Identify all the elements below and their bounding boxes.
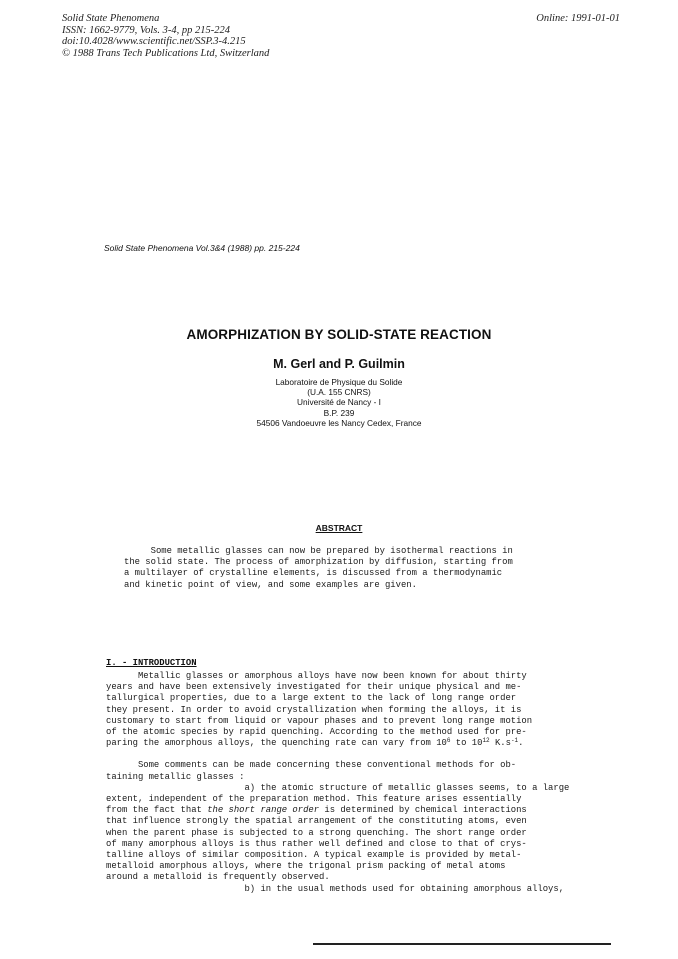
citation-header: [62, 13, 269, 59]
section-heading: I. - INTRODUCTION: [106, 658, 197, 668]
text-line: taining metallic glasses :: [106, 771, 245, 782]
text-line: talline alloys of similar composition. A typical example is provided by metal-: [106, 850, 522, 861]
journal-reference: Solid State Phenomena Vol.3&4 (1988) pp. 215-224: [104, 243, 300, 253]
abstract-line: and kinetic point of view, and some examples are given.: [124, 579, 417, 590]
text-line: a) the atomic structure of metallic glasses seems, to a large: [106, 782, 570, 793]
text-line: customary to start from liquid or vapour phases and to prevent long range motion: [106, 715, 533, 726]
text-line: years and have been extensively investigated for their unique physical and me-: [106, 682, 522, 693]
issn-line: ISSN: 1662-9779, Vols. 3-4, pp 215-224: [62, 24, 230, 36]
affiliation-line: (U.A. 155 CNRS): [307, 387, 371, 398]
text-line: Metallic glasses or amorphous alloys have now been known for about thirty: [106, 671, 527, 681]
text-line: b) in the usual methods used for obtaining amorphous alloys,: [106, 883, 565, 894]
affiliation: [0, 377, 678, 428]
online-date: Online: 1991-01-01: [536, 13, 620, 24]
affiliation-line: Laboratoire de Physique du Solide: [275, 377, 403, 387]
paper-title: AMORPHIZATION BY SOLID-STATE REACTION: [186, 327, 492, 342]
affiliation-line: Université de Nancy - I: [297, 397, 381, 408]
text-line: that influence strongly the spatial arrangement of the constituting atoms, even: [106, 816, 527, 827]
paper-authors: M. Gerl and P. Guilmin: [273, 357, 405, 371]
copyright-line: © 1988 Trans Tech Publications Ltd, Switzerland: [62, 47, 270, 59]
text-line: tallurgical properties, due to a large extent to the lack of long range order: [106, 693, 517, 704]
abstract-line: a multilayer of crystalline elements, is discussed from a thermodynamic: [124, 568, 503, 579]
text-line: of the atomic species by rapid quenching. According to the method used for pre-: [106, 727, 527, 738]
emphasized-term: the short range order: [207, 805, 320, 816]
text-line-with-emphasis: from the fact that the short range order is determined by chemical interactions: [106, 805, 527, 816]
text-line: around a metalloid is frequently observed.: [106, 872, 330, 883]
doi-line: doi:10.4028/www.scientific.net/SSP.3-4.215: [62, 36, 246, 47]
affiliation-line: 54506 Vandoeuvre les Nancy Cedex, France: [256, 417, 422, 428]
text-line-with-exponents: paring the amorphous alloys, the quenching rate can vary from $10^6$ to $10^{12}$ $K.s^{-1}$.: [106, 737, 524, 749]
text-line: Some comments can be made concerning these conventional methods for ob-: [106, 760, 517, 771]
text-line: metalloid amorphous alloys, where the trigonal prism packing of metal atoms: [106, 861, 506, 872]
text-line: they present. In order to avoid crystallization when forming the alloys, it is: [106, 704, 522, 715]
text-line: extent, independent of the preparation method. This feature arises essentially: [106, 794, 522, 805]
affiliation-line: B.P. 239: [323, 407, 355, 418]
journal-name: Solid State Phenomena: [62, 13, 160, 24]
text-line: when the parent phase is subjected to a strong quenching. The short range order: [106, 827, 527, 838]
text-line: of many amorphous alloys is thus rather well defined and close to that of crys-: [106, 838, 527, 849]
abstract-line: the solid state. The process of amorphization by diffusion, starting from: [124, 557, 513, 568]
abstract-line: Some metallic glasses can now be prepared by isothermal reactions in: [124, 546, 513, 556]
footer-rule: [313, 943, 611, 945]
abstract-text: [124, 546, 564, 591]
abstract-heading: ABSTRACT: [315, 523, 363, 533]
body-text: [106, 671, 576, 895]
